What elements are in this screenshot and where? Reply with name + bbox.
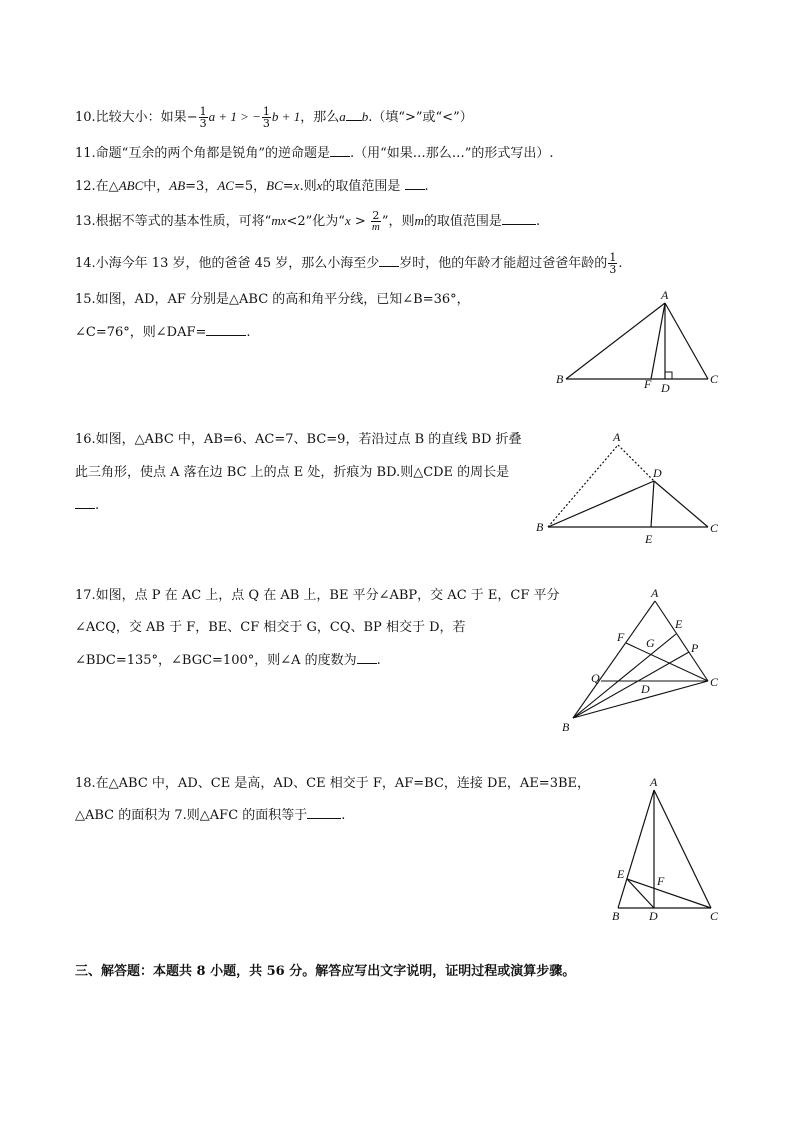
q13-lead: 13.根据不等式的基本性质，可将“	[75, 214, 272, 229]
q10-frac1-num: 1	[199, 105, 207, 118]
q13-mid1: <2”化为“	[286, 214, 345, 229]
q17-label-d: D	[641, 682, 650, 696]
q12-text-6: .则	[299, 179, 317, 194]
q13-frac-num: 2	[372, 209, 380, 222]
q11-text: 11.命题“互余的两个角都是锐角”的逆命题是	[75, 146, 330, 161]
q18-label-c: C	[710, 909, 719, 923]
q16-line1: 16.如图，△ABC 中，AB=6、AC=7、BC=9，若沿过点 B 的直线 BD 折叠	[75, 432, 522, 447]
q15-line1: 15.如图，AD，AF 分别是△ABC 的高和角平分线，已知∠B=36°，	[75, 292, 470, 307]
q15-line2: ∠C=76°，则∠DAF=	[75, 325, 207, 340]
q17-line2: ∠ACQ，交 AB 于 F，BE、CF 相交于 G，CQ、BP 相交于 D，若	[75, 620, 466, 635]
q10-frac2-num: 1	[262, 105, 270, 118]
q12-var-1: ABC	[118, 178, 144, 193]
q11-tail: .（用“如果…那么…”的形式写出）.	[349, 146, 554, 161]
q17-label-e: E	[675, 617, 683, 631]
q16-label-b: B	[536, 520, 544, 534]
q18-label-a: A	[650, 775, 658, 789]
q14-mid: 岁时，他的年龄才能超过爸爸年龄的	[399, 256, 608, 271]
q12-text-4: =5，	[233, 179, 267, 194]
q12-text-1: 12.在△	[75, 179, 119, 194]
q16-label-a: A	[613, 430, 621, 444]
q17-line1: 17.如图，点 P 在 AC 上，点 Q 在 AB 上，BE 平分∠ABP，交 AC 于 E，CF 平分	[75, 588, 560, 603]
q18-altitude-ce	[627, 879, 711, 908]
q12-text-5: =	[282, 179, 294, 194]
q10-lead: 10.比较大小：如果	[75, 110, 187, 125]
section-3-heading: 三、解答题：本题共 8 小题，共 56 分。解答应写出文字说明，证明过程或演算步骤。	[75, 964, 576, 979]
q13-var-m: m	[414, 213, 424, 228]
q13-tail: 的取值范围是	[423, 214, 502, 229]
q14-text: 14.小海今年 13 岁，他的爸爸 45 岁，那么小海至少	[75, 256, 380, 271]
q18-line2: △ABC 的面积为 7.则△AFC 的面积等于	[75, 808, 308, 823]
q15-label-f: F	[644, 377, 652, 391]
q13-end: .	[535, 214, 541, 229]
q18-side-ac	[654, 790, 711, 908]
q10-tail: .（填“>”或“<”）	[368, 110, 473, 125]
q12-text-7: 的取值范围是	[322, 179, 401, 194]
q16-label-d: D	[653, 466, 662, 480]
q17-label-a: A	[651, 586, 659, 600]
q13-gt: >	[350, 214, 370, 229]
q17-end: .	[376, 653, 381, 668]
q12-tail: .	[424, 179, 429, 194]
q12-var-6: x	[316, 178, 323, 193]
q10-lhs: a + 1 > −	[208, 109, 261, 124]
q10-minus: −	[186, 110, 198, 125]
q12-var-4: BC	[266, 178, 283, 193]
q10-mid: ，那么	[300, 110, 340, 125]
q17-label-b: B	[562, 720, 570, 734]
q17-label-q: Q	[591, 671, 600, 685]
q14-frac-num: 1	[609, 251, 617, 264]
q15-end: .	[246, 325, 251, 340]
q10-var-b: b	[361, 109, 369, 124]
q14-frac-den: 3	[609, 263, 617, 276]
q16-label-e: E	[645, 532, 653, 546]
q12-var-5: x	[293, 178, 300, 193]
q15-label-c: C	[710, 372, 719, 386]
q18-end: .	[341, 808, 346, 823]
q10-var-a: a	[339, 109, 346, 124]
q18-label-f: F	[657, 874, 665, 888]
q13-var-x: x	[344, 213, 351, 228]
q16-end: .	[95, 498, 100, 513]
q17-label-p: P	[691, 641, 699, 655]
q13-var-mx: mx	[271, 213, 287, 228]
q17-label-g: G	[646, 636, 655, 650]
q12-text-2: 中，	[143, 179, 170, 194]
q10-frac2-den: 3	[262, 117, 270, 130]
q18-label-e: E	[617, 867, 625, 881]
q17-label-f: F	[617, 630, 625, 644]
q13-mid2: ”，则	[381, 214, 415, 229]
q10-rhs: b + 1	[271, 109, 301, 124]
q12-var-3: AC	[217, 178, 234, 193]
q12-var-2: AB	[169, 178, 186, 193]
q10-frac1-den: 3	[199, 117, 207, 130]
q18-line1: 18.在△ABC 中，AD、CE 是高，AD、CE 相交于 F，AF=BC，连接 DE，AE=3BE，	[75, 776, 591, 791]
q18-label-d: D	[649, 909, 658, 923]
q15-label-a: A	[661, 288, 669, 302]
q14-end: .	[618, 256, 623, 271]
q15-label-d: D	[661, 381, 670, 395]
q17-label-c: C	[710, 675, 719, 689]
q16-line2: 此三角形，使点 A 落在边 BC 上的点 E 处，折痕为 BD.则△CDE 的周长是	[75, 465, 510, 480]
q16-label-c: C	[710, 521, 719, 535]
q18-side-ab	[618, 790, 654, 908]
q15-label-b: B	[556, 372, 564, 386]
q13-frac-den: m	[371, 221, 380, 233]
q12-text-3: =3，	[185, 179, 218, 194]
q18-label-b: B	[612, 909, 620, 923]
q17-line3: ∠BDC=135°，∠BGC=100°，则∠A 的度数为	[75, 653, 357, 668]
